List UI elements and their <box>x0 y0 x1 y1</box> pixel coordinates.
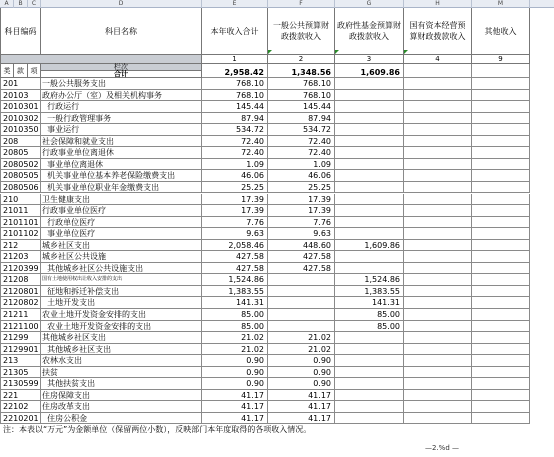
subject-name-cell[interactable]: 其他城乡社区支出 <box>41 344 202 356</box>
subject-code-cell[interactable]: 210 <box>0 194 41 206</box>
government-fund-cell[interactable] <box>335 332 404 344</box>
header-xiang[interactable]: 项 <box>28 64 41 78</box>
subject-name-cell[interactable]: 行政事业单位离退休 <box>41 147 202 159</box>
column-header-m[interactable]: M <box>472 0 530 8</box>
total-income-cell[interactable]: 141.31 <box>202 297 268 309</box>
state-capital-cell[interactable] <box>404 147 472 159</box>
subject-code-cell[interactable]: 2010350 <box>0 124 41 136</box>
subject-code-cell[interactable]: 201 <box>0 78 41 90</box>
state-capital-cell[interactable] <box>404 332 472 344</box>
general-budget-cell[interactable]: 41.17 <box>268 401 335 413</box>
government-fund-cell[interactable] <box>335 90 404 102</box>
table-row <box>0 90 530 102</box>
state-capital-cell[interactable] <box>404 367 472 379</box>
government-fund-cell[interactable] <box>335 263 404 275</box>
total-general-value[interactable]: 1,348.56 <box>268 64 335 78</box>
other-income-cell[interactable] <box>472 413 530 425</box>
government-fund-cell[interactable] <box>335 390 404 402</box>
subject-name-cell[interactable]: 其他城乡社区公共设施支出 <box>41 263 202 275</box>
table-row <box>0 309 530 321</box>
table-row <box>0 205 530 217</box>
state-capital-cell[interactable] <box>404 263 472 275</box>
column-number-1[interactable]: 1 <box>202 55 268 64</box>
other-income-cell[interactable] <box>472 194 530 206</box>
subject-code-cell[interactable]: 2120802 <box>0 297 41 309</box>
state-capital-cell[interactable] <box>404 286 472 298</box>
other-income-cell[interactable] <box>472 297 530 309</box>
column-header-a[interactable]: A <box>0 0 14 8</box>
state-capital-cell[interactable] <box>404 390 472 402</box>
total-income-cell[interactable]: 534.72 <box>202 124 268 136</box>
total-income-cell[interactable]: 0.90 <box>202 355 268 367</box>
subject-name-cell[interactable]: 住房保障支出 <box>41 390 202 402</box>
table-row <box>0 401 530 413</box>
other-income-cell[interactable] <box>472 251 530 263</box>
government-fund-cell[interactable]: 85.00 <box>335 309 404 321</box>
government-fund-cell[interactable] <box>335 194 404 206</box>
table-row <box>0 344 530 356</box>
government-fund-cell[interactable] <box>335 413 404 425</box>
subject-code-cell[interactable]: 2080505 <box>0 170 41 182</box>
table-row <box>0 240 530 252</box>
other-income-cell[interactable] <box>472 170 530 182</box>
state-capital-cell[interactable] <box>404 159 472 171</box>
column-number-4[interactable]: 4 <box>404 55 472 64</box>
total-income-cell[interactable]: 768.10 <box>202 90 268 102</box>
subject-name-cell[interactable]: 土地开发支出 <box>41 297 202 309</box>
header-general-budget[interactable]: 一般公共预算财政拨款收入 <box>268 8 335 55</box>
subject-name-cell[interactable]: 事业单位离退休 <box>41 159 202 171</box>
government-fund-cell[interactable] <box>335 147 404 159</box>
other-income-cell[interactable] <box>472 159 530 171</box>
government-fund-cell[interactable] <box>335 344 404 356</box>
other-income-cell[interactable] <box>472 240 530 252</box>
government-fund-cell[interactable] <box>335 355 404 367</box>
other-income-cell[interactable] <box>472 344 530 356</box>
total-fund-value[interactable]: 1,609.86 <box>335 64 404 78</box>
state-capital-cell[interactable] <box>404 309 472 321</box>
state-capital-cell[interactable] <box>404 113 472 125</box>
state-capital-cell[interactable] <box>404 124 472 136</box>
subject-code-cell[interactable]: 21305 <box>0 367 41 379</box>
table-row <box>0 147 530 159</box>
general-budget-cell[interactable]: 145.44 <box>268 101 335 113</box>
column-header-f[interactable]: F <box>268 0 335 8</box>
other-income-cell[interactable] <box>472 182 530 194</box>
column-number-blank <box>0 55 202 64</box>
subject-code-cell[interactable]: 2101102 <box>0 228 41 240</box>
other-income-cell[interactable] <box>472 321 530 333</box>
state-capital-cell[interactable] <box>404 217 472 229</box>
government-fund-cell[interactable] <box>335 182 404 194</box>
subject-name-cell[interactable]: 卫生健康支出 <box>41 194 202 206</box>
header-lei[interactable]: 类 <box>0 64 14 78</box>
table-row <box>0 170 530 182</box>
table-row <box>0 101 530 113</box>
general-budget-cell[interactable] <box>268 274 335 286</box>
subject-name-cell[interactable]: 社会保障和就业支出 <box>41 136 202 148</box>
total-income-cell[interactable]: 1,383.55 <box>202 286 268 298</box>
state-capital-cell[interactable] <box>404 194 472 206</box>
other-income-cell[interactable] <box>472 263 530 275</box>
total-income-cell[interactable]: 768.10 <box>202 78 268 90</box>
total-income-cell[interactable]: 17.39 <box>202 194 268 206</box>
column-header-h[interactable]: H <box>404 0 472 8</box>
state-capital-cell[interactable] <box>404 182 472 194</box>
total-income-cell[interactable]: 17.39 <box>202 205 268 217</box>
general-budget-cell[interactable]: 41.17 <box>268 390 335 402</box>
general-budget-cell[interactable]: 768.10 <box>268 90 335 102</box>
total-income-cell[interactable]: 7.76 <box>202 217 268 229</box>
subject-name-cell[interactable]: 农业土地开发资金安排的支出 <box>41 321 202 333</box>
table-row <box>0 113 530 125</box>
general-budget-cell[interactable] <box>268 297 335 309</box>
subject-name-cell[interactable]: 行政事业单位医疗 <box>41 205 202 217</box>
total-income-cell[interactable]: 21.02 <box>202 332 268 344</box>
government-fund-cell[interactable] <box>335 78 404 90</box>
subject-name-cell[interactable]: 事业单位医疗 <box>41 228 202 240</box>
table-row <box>0 332 530 344</box>
table-row <box>0 274 530 286</box>
total-other-value[interactable] <box>472 64 530 78</box>
general-budget-cell[interactable]: 768.10 <box>268 78 335 90</box>
subject-name-cell[interactable]: 行政单位医疗 <box>41 217 202 229</box>
table-row <box>0 136 530 148</box>
general-budget-cell[interactable] <box>268 321 335 333</box>
general-budget-cell[interactable]: 87.94 <box>268 113 335 125</box>
subject-code-cell[interactable]: 21299 <box>0 332 41 344</box>
subject-code-cell[interactable]: 21208 <box>0 274 41 286</box>
total-income-value[interactable]: 2,958.42 <box>202 64 268 78</box>
general-budget-cell[interactable]: 72.40 <box>268 147 335 159</box>
subject-code-cell[interactable]: 20805 <box>0 147 41 159</box>
subject-name-cell[interactable]: 机关事业单位基本养老保险缴费支出 <box>41 170 202 182</box>
general-budget-cell[interactable]: 427.58 <box>268 251 335 263</box>
government-fund-cell[interactable] <box>335 113 404 125</box>
total-income-cell[interactable]: 41.17 <box>202 413 268 425</box>
total-income-cell[interactable]: 25.25 <box>202 182 268 194</box>
cell-marker-icon <box>268 50 272 54</box>
state-capital-cell[interactable] <box>404 413 472 425</box>
total-income-cell[interactable]: 9.63 <box>202 228 268 240</box>
column-number-3[interactable]: 3 <box>335 55 404 64</box>
subject-code-cell[interactable]: 2120801 <box>0 286 41 298</box>
other-income-cell[interactable] <box>472 390 530 402</box>
column-header-g[interactable]: G <box>335 0 404 8</box>
footnote: 注：本表以“万元”为金额单位（保留两位小数），反映部门本年度取得的各项收入情况。 <box>3 425 312 434</box>
header-state-capital[interactable]: 国有资本经营预算财政拨款收入 <box>404 8 472 55</box>
general-budget-cell[interactable]: 427.58 <box>268 263 335 275</box>
table-row <box>0 355 530 367</box>
total-income-cell[interactable]: 427.58 <box>202 251 268 263</box>
subject-code-cell[interactable]: 2010301 <box>0 101 41 113</box>
government-fund-cell[interactable] <box>335 205 404 217</box>
subject-code-cell[interactable]: 2210201 <box>0 413 41 425</box>
state-capital-cell[interactable] <box>404 101 472 113</box>
state-capital-cell[interactable] <box>404 240 472 252</box>
general-budget-cell[interactable] <box>268 309 335 321</box>
total-income-cell[interactable]: 427.58 <box>202 263 268 275</box>
subject-name-cell[interactable]: 国有土地使用权出让收入安排的支出 <box>41 274 202 286</box>
other-income-cell[interactable] <box>472 286 530 298</box>
subject-code-cell[interactable]: 213 <box>0 355 41 367</box>
subject-name-cell[interactable]: 事业运行 <box>41 124 202 136</box>
table-row <box>0 413 530 425</box>
other-income-cell[interactable] <box>472 124 530 136</box>
government-fund-cell[interactable] <box>335 124 404 136</box>
general-budget-cell[interactable]: 17.39 <box>268 205 335 217</box>
subject-code-cell[interactable]: 2101101 <box>0 217 41 229</box>
subject-name-cell[interactable]: 行政运行 <box>41 101 202 113</box>
state-capital-cell[interactable] <box>404 378 472 390</box>
subject-name-cell[interactable]: 政府办公厅（室）及相关机构事务 <box>41 90 202 102</box>
total-income-cell[interactable]: 2,058.46 <box>202 240 268 252</box>
subject-code-cell[interactable]: 21011 <box>0 205 41 217</box>
subject-code-cell[interactable]: 22102 <box>0 401 41 413</box>
total-income-cell[interactable]: 41.17 <box>202 401 268 413</box>
state-capital-cell[interactable] <box>404 274 472 286</box>
subject-name-cell[interactable]: 其他城乡社区支出 <box>41 332 202 344</box>
government-fund-cell[interactable] <box>335 170 404 182</box>
general-budget-cell[interactable]: 448.60 <box>268 240 335 252</box>
subject-name-cell[interactable]: 城乡社区支出 <box>41 240 202 252</box>
government-fund-cell[interactable]: 1,383.55 <box>335 286 404 298</box>
subject-name-cell[interactable]: 一般行政管理事务 <box>41 113 202 125</box>
government-fund-cell[interactable] <box>335 367 404 379</box>
total-income-cell[interactable]: 46.06 <box>202 170 268 182</box>
other-income-cell[interactable] <box>472 309 530 321</box>
general-budget-cell[interactable] <box>268 286 335 298</box>
other-income-cell[interactable] <box>472 90 530 102</box>
other-income-cell[interactable] <box>472 274 530 286</box>
subject-name-cell[interactable]: 农林水支出 <box>41 355 202 367</box>
column-header-c[interactable]: C <box>28 0 41 8</box>
state-capital-cell[interactable] <box>404 136 472 148</box>
total-state-capital-value[interactable] <box>404 64 472 78</box>
general-budget-cell[interactable]: 21.02 <box>268 344 335 356</box>
subject-code-cell[interactable]: 2121100 <box>0 321 41 333</box>
table-row <box>0 159 530 171</box>
subject-code-cell[interactable]: 20103 <box>0 90 41 102</box>
subject-code-cell[interactable]: 21211 <box>0 309 41 321</box>
header-subject-code[interactable]: 科目编码 <box>0 8 41 55</box>
state-capital-cell[interactable] <box>404 297 472 309</box>
subject-name-cell[interactable]: 扶贫 <box>41 367 202 379</box>
table-row <box>0 321 530 333</box>
subject-name-cell[interactable]: 其他扶贫支出 <box>41 378 202 390</box>
other-income-cell[interactable] <box>472 205 530 217</box>
other-income-cell[interactable] <box>472 217 530 229</box>
subject-code-cell[interactable]: 2120399 <box>0 263 41 275</box>
government-fund-cell[interactable] <box>335 401 404 413</box>
subject-code-cell[interactable]: 208 <box>0 136 41 148</box>
state-capital-cell[interactable] <box>404 205 472 217</box>
state-capital-cell[interactable] <box>404 228 472 240</box>
state-capital-cell[interactable] <box>404 90 472 102</box>
subject-name-cell[interactable]: 一般公共服务支出 <box>41 78 202 90</box>
table-row <box>0 217 530 229</box>
page-number: —2.%d — <box>425 444 459 452</box>
other-income-cell[interactable] <box>472 78 530 90</box>
general-budget-cell[interactable]: 0.90 <box>268 378 335 390</box>
subject-code-cell[interactable]: 2010302 <box>0 113 41 125</box>
table-row <box>0 78 530 90</box>
general-budget-cell[interactable]: 21.02 <box>268 332 335 344</box>
subject-name-cell[interactable]: 住房改革支出 <box>41 401 202 413</box>
state-capital-cell[interactable] <box>404 251 472 263</box>
header-subject-name[interactable]: 科目名称 <box>41 8 202 55</box>
government-fund-cell[interactable] <box>335 228 404 240</box>
state-capital-cell[interactable] <box>404 321 472 333</box>
other-income-cell[interactable] <box>472 378 530 390</box>
general-budget-cell[interactable]: 25.25 <box>268 182 335 194</box>
other-income-cell[interactable] <box>472 228 530 240</box>
general-budget-cell[interactable]: 46.06 <box>268 170 335 182</box>
other-income-cell[interactable] <box>472 332 530 344</box>
general-budget-cell[interactable]: 534.72 <box>268 124 335 136</box>
column-header-bar <box>0 0 554 8</box>
header-kuan[interactable]: 款 <box>14 64 28 78</box>
total-income-cell[interactable]: 72.40 <box>202 136 268 148</box>
general-budget-cell[interactable]: 17.39 <box>268 194 335 206</box>
subject-name-cell[interactable]: 城乡社区公共设施 <box>41 251 202 263</box>
subject-code-cell[interactable]: 221 <box>0 390 41 402</box>
other-income-cell[interactable] <box>472 401 530 413</box>
other-income-cell[interactable] <box>472 113 530 125</box>
table-row <box>0 390 530 402</box>
subject-code-cell[interactable]: 2130599 <box>0 378 41 390</box>
header-other-income[interactable]: 其他收入 <box>472 8 530 55</box>
total-income-cell[interactable]: 87.94 <box>202 113 268 125</box>
table-row <box>0 228 530 240</box>
government-fund-cell[interactable] <box>335 217 404 229</box>
other-income-cell[interactable] <box>472 147 530 159</box>
general-budget-cell[interactable]: 1.09 <box>268 159 335 171</box>
column-number-9[interactable]: 9 <box>472 55 530 64</box>
table-row <box>0 182 530 194</box>
total-income-cell[interactable]: 0.90 <box>202 367 268 379</box>
header-total-income[interactable]: 本年收入合计 <box>202 8 268 55</box>
state-capital-cell[interactable] <box>404 401 472 413</box>
header-total-label[interactable]: 合计 <box>41 71 202 78</box>
total-income-cell[interactable]: 145.44 <box>202 101 268 113</box>
state-capital-cell[interactable] <box>404 170 472 182</box>
total-income-cell[interactable]: 85.00 <box>202 321 268 333</box>
government-fund-cell[interactable]: 141.31 <box>335 297 404 309</box>
subject-code-cell[interactable]: 2080502 <box>0 159 41 171</box>
state-capital-cell[interactable] <box>404 78 472 90</box>
column-number-2[interactable]: 2 <box>268 55 335 64</box>
cell-marker-icon <box>335 50 339 54</box>
government-fund-cell[interactable]: 1,524.86 <box>335 274 404 286</box>
column-header-d[interactable]: D <box>41 0 202 8</box>
government-fund-cell[interactable] <box>335 378 404 390</box>
total-income-cell[interactable]: 41.17 <box>202 390 268 402</box>
table-row <box>0 263 530 275</box>
column-header-e[interactable]: E <box>202 0 268 8</box>
total-income-cell[interactable]: 72.40 <box>202 147 268 159</box>
government-fund-cell[interactable] <box>335 136 404 148</box>
subject-name-cell[interactable]: 农业土地开发资金安排的支出 <box>41 309 202 321</box>
other-income-cell[interactable] <box>472 367 530 379</box>
state-capital-cell[interactable] <box>404 355 472 367</box>
government-fund-cell[interactable] <box>335 101 404 113</box>
subject-code-cell[interactable]: 2129901 <box>0 344 41 356</box>
general-budget-cell[interactable]: 0.90 <box>268 367 335 379</box>
total-income-cell[interactable]: 21.02 <box>202 344 268 356</box>
subject-code-cell[interactable]: 21203 <box>0 251 41 263</box>
state-capital-cell[interactable] <box>404 344 472 356</box>
cell-marker-icon <box>404 50 408 54</box>
government-fund-cell[interactable]: 1,609.86 <box>335 240 404 252</box>
total-income-cell[interactable]: 0.90 <box>202 378 268 390</box>
column-header-b[interactable]: B <box>14 0 28 8</box>
table-row <box>0 286 530 298</box>
header-government-fund[interactable]: 政府性基金预算财政拨款收入 <box>335 8 404 55</box>
government-fund-cell[interactable] <box>335 251 404 263</box>
government-fund-cell[interactable]: 85.00 <box>335 321 404 333</box>
subject-name-cell[interactable]: 机关事业单位职业年金缴费支出 <box>41 182 202 194</box>
other-income-cell[interactable] <box>472 355 530 367</box>
total-income-cell[interactable]: 1.09 <box>202 159 268 171</box>
table-row <box>0 297 530 309</box>
general-budget-cell[interactable]: 0.90 <box>268 355 335 367</box>
table-row <box>0 378 530 390</box>
general-budget-cell[interactable]: 7.76 <box>268 217 335 229</box>
table-row <box>0 194 530 206</box>
government-fund-cell[interactable] <box>335 159 404 171</box>
other-income-cell[interactable] <box>472 101 530 113</box>
other-income-cell[interactable] <box>472 136 530 148</box>
subject-code-cell[interactable]: 2080506 <box>0 182 41 194</box>
table-row <box>0 367 530 379</box>
general-budget-cell[interactable]: 41.17 <box>268 413 335 425</box>
subject-code-cell[interactable]: 212 <box>0 240 41 252</box>
general-budget-cell[interactable]: 72.40 <box>268 136 335 148</box>
table-row <box>0 124 530 136</box>
total-income-cell[interactable]: 85.00 <box>202 309 268 321</box>
general-budget-cell[interactable]: 9.63 <box>268 228 335 240</box>
total-income-cell[interactable]: 1,524.86 <box>202 274 268 286</box>
subject-name-cell[interactable]: 住房公积金 <box>41 413 202 425</box>
header-lanci[interactable]: 栏次 <box>41 64 202 71</box>
table-row <box>0 251 530 263</box>
subject-name-cell[interactable]: 征地和拆迁补偿支出 <box>41 286 202 298</box>
